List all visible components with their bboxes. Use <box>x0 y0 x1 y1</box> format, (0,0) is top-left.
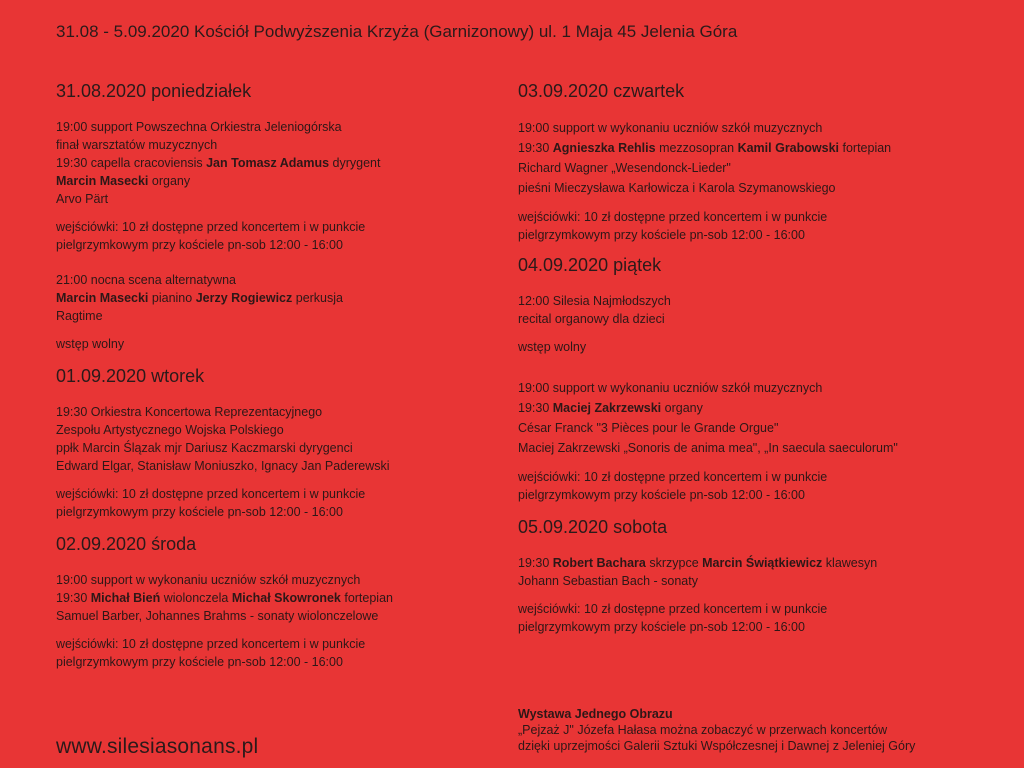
concert-block <box>56 403 496 475</box>
exhibition-note <box>518 706 915 754</box>
concert-block <box>56 118 496 208</box>
exhibition-line: „Pejzaż J" Józefa Hałasa można zobaczyć w przerwach koncertów <box>518 723 888 737</box>
exhibition-title-text: Wystawa Jednego Obrazu <box>518 707 673 721</box>
program-line <box>518 398 998 418</box>
ticket-line: wejściówki: 10 zł dostępne przed koncertem i w punkcie <box>56 487 366 501</box>
ticket-line: pielgrzymkowym przy kościele pn-sob 12:00 - 16:00 <box>56 238 343 252</box>
program-line: 19:00 support Powszechna Orkiestra Jeleniogórska <box>56 120 342 134</box>
ticket-line: wejściówki: 10 zł dostępne przed koncertem i w punkcie <box>518 470 828 484</box>
ticket-info <box>518 468 998 504</box>
day-section-2020-09-04 <box>518 254 998 504</box>
ticket-line: pielgrzymkowym przy kościele pn-sob 12:00 - 16:00 <box>518 488 805 502</box>
performer-name: Michał Bień <box>90 591 161 605</box>
day-title: 01.09.2020 wtorek <box>56 366 205 386</box>
program-line: Edward Elgar, Stanisław Moniuszko, Ignacy Jan Paderewski <box>56 459 390 473</box>
day-section-2020-09-01 <box>56 365 496 521</box>
program-line: finał warsztatów muzycznych <box>56 138 218 152</box>
program-line: Richard Wagner „Wesendonck-Lieder" <box>518 161 731 175</box>
website-url[interactable]: www.silesiasonans.pl <box>56 735 259 758</box>
program-line <box>56 589 496 607</box>
program-line: 21:00 nocna scena alternatywna <box>56 273 236 287</box>
ticket-info <box>56 635 496 671</box>
program-line: 19:00 support w wykonaniu uczniów szkół muzycznych <box>56 573 361 587</box>
program-line: 19:00 support w wykonaniu uczniów szkół muzycznych <box>518 121 823 135</box>
event-header: 31.08 - 5.09.2020 Kościół Podwyższenia Krzyża (Garnizonowy) ul. 1 Maja 45 Jelenia Góra <box>56 22 738 41</box>
program-line: 19:30 Orkiestra Koncertowa Reprezentacyjnego <box>56 405 323 419</box>
day-title: 04.09.2020 piątek <box>518 255 662 275</box>
program-line: recital organowy dla dzieci <box>518 312 665 326</box>
program-text: perkusja <box>292 291 343 305</box>
program-line: Ragtime <box>56 309 103 323</box>
program-line: Zespołu Artystycznego Wojska Polskiego <box>56 423 284 437</box>
performer-name: Michał Skowronek <box>231 591 341 605</box>
program-text: dyrygent <box>329 156 381 170</box>
program-line: Maciej Zakrzewski „Sonoris de anima mea", „In saecula saeculorum" <box>518 441 898 455</box>
free-entry <box>56 335 496 353</box>
program-line: pieśni Mieczysława Karłowicza i Karola Szymanowskiego <box>518 181 836 195</box>
day-title: 31.08.2020 poniedziałek <box>56 81 252 101</box>
program-line: Samuel Barber, Johannes Brahms - sonaty wiolonczelowe <box>56 609 379 623</box>
program-line: 12:00 Silesia Najmłodszych <box>518 294 671 308</box>
performer-name: Jerzy Rogiewicz <box>195 291 293 305</box>
performer-name: Jan Tomasz Adamus <box>206 156 330 170</box>
program-text: organy <box>661 401 703 415</box>
right-column <box>518 80 998 636</box>
free-entry-text: wstęp wolny <box>56 337 125 351</box>
ticket-line: pielgrzymkowym przy kościele pn-sob 12:00 - 16:00 <box>56 655 343 669</box>
program-text: 19:30 capella cracoviensis <box>56 156 207 170</box>
ticket-line: wejściówki: 10 zł dostępne przed koncertem i w punkcie <box>518 602 828 616</box>
program-line: César Franck "3 Pièces pour le Grande Orgue" <box>518 421 779 435</box>
ticket-line: wejściówki: 10 zł dostępne przed koncertem i w punkcie <box>518 210 828 224</box>
day-section-2020-09-05 <box>518 516 998 636</box>
performer-name: Robert Bachara <box>552 556 646 570</box>
program-text: pianino <box>148 291 196 305</box>
program-text: wiolonczela <box>160 591 232 605</box>
program-line: Arvo Pärt <box>56 192 109 206</box>
program-line <box>518 554 998 572</box>
program-line <box>56 289 496 307</box>
day-section-2020-09-02 <box>56 533 496 671</box>
performer-name: Marcin Masecki <box>56 291 149 305</box>
concert-block <box>56 271 496 325</box>
ticket-info <box>56 485 496 521</box>
left-column <box>56 80 496 671</box>
ticket-line: pielgrzymkowym przy kościele pn-sob 12:00 - 16:00 <box>518 620 805 634</box>
program-text: skrzypce <box>645 556 703 570</box>
program-line <box>56 154 496 172</box>
day-section-2020-08-31 <box>56 80 496 353</box>
exhibition-title <box>518 706 915 722</box>
performer-name: Kamil Grabowski <box>737 141 840 155</box>
performer-name: Maciej Zakrzewski <box>552 401 662 415</box>
concert-block <box>56 571 496 625</box>
performer-name: Agnieszka Rehlis <box>552 141 656 155</box>
ticket-info <box>56 218 496 254</box>
ticket-line: wejściówki: 10 zł dostępne przed koncertem i w punkcie <box>56 220 366 234</box>
program-text: 19:30 <box>56 591 91 605</box>
program-text: fortepian <box>839 141 892 155</box>
program-text: 19:30 <box>518 401 553 415</box>
concert-block <box>518 554 998 590</box>
program-text: 19:30 <box>518 141 553 155</box>
ticket-line: pielgrzymkowym przy kościele pn-sob 12:00 - 16:00 <box>56 505 343 519</box>
performer-name: Marcin Świątkiewicz <box>702 556 823 570</box>
program-line <box>56 172 496 190</box>
ticket-line: pielgrzymkowym przy kościele pn-sob 12:00 - 16:00 <box>518 228 805 242</box>
free-entry <box>518 338 998 356</box>
day-title: 03.09.2020 czwartek <box>518 81 685 101</box>
free-entry-text: wstęp wolny <box>518 340 587 354</box>
program-line <box>518 138 998 158</box>
concert-block <box>518 118 998 198</box>
ticket-line: wejściówki: 10 zł dostępne przed koncertem i w punkcie <box>56 637 366 651</box>
concert-block <box>518 378 998 458</box>
program-text: fortepian <box>340 591 393 605</box>
ticket-info <box>518 208 998 244</box>
day-section-2020-09-03 <box>518 80 998 244</box>
program-line: 19:00 support w wykonaniu uczniów szkół muzycznych <box>518 381 823 395</box>
day-title: 05.09.2020 sobota <box>518 517 668 537</box>
program-line: Johann Sebastian Bach - sonaty <box>518 574 698 588</box>
exhibition-line: dzięki uprzejmości Galerii Sztuki Współczesnej i Dawnej z Jeleniej Góry <box>518 739 916 753</box>
program-line: ppłk Marcin Ślązak mjr Dariusz Kaczmarski dyrygenci <box>56 441 353 455</box>
program-text: 19:30 <box>518 556 553 570</box>
day-title: 02.09.2020 środa <box>56 534 197 554</box>
concert-block <box>518 292 998 328</box>
program-text: klawesyn <box>822 556 878 570</box>
program-text: organy <box>148 174 191 188</box>
performer-name: Marcin Masecki <box>56 174 149 188</box>
ticket-info <box>518 600 998 636</box>
program-text: mezzosopran <box>655 141 738 155</box>
